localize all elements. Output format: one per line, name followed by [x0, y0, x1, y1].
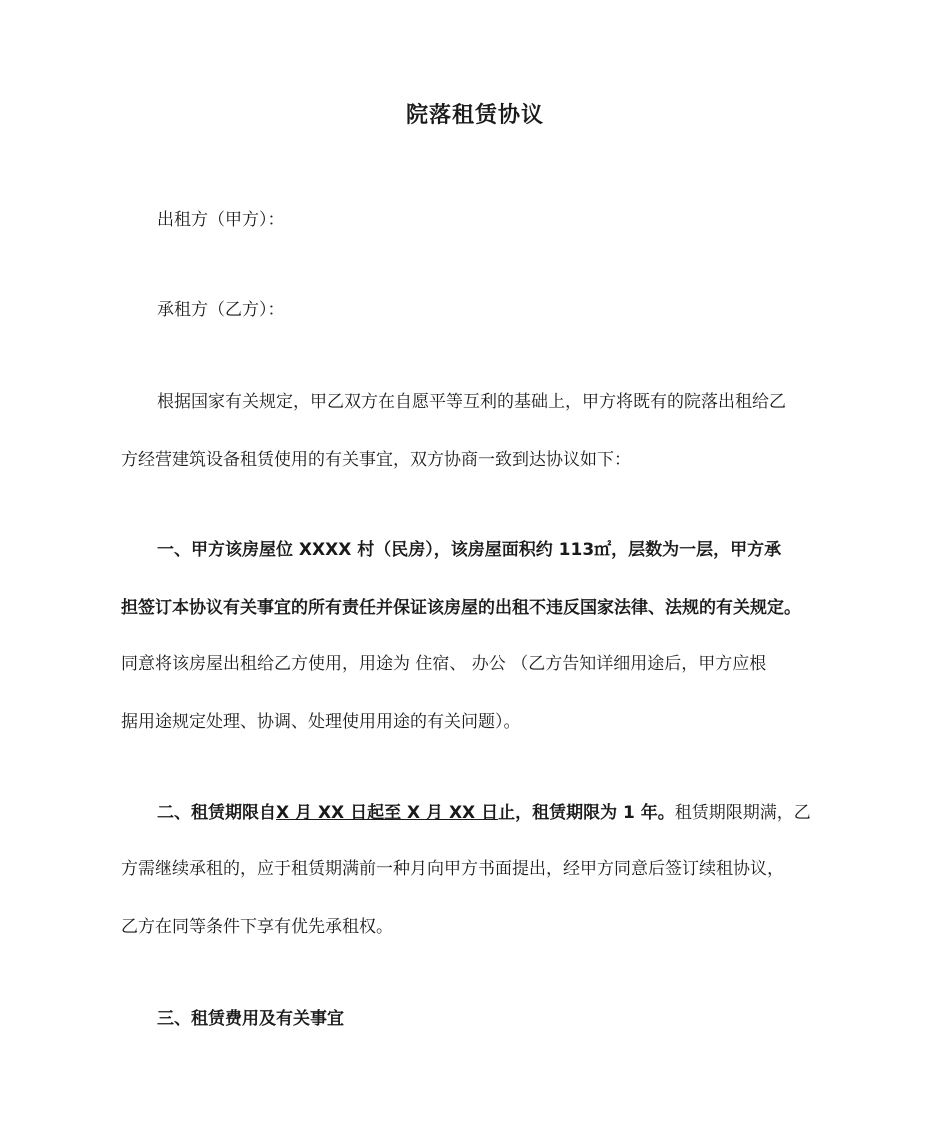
clause-1-line-2: 担签订本协议有关事宜的所有责任并保证该房屋的出租不违反国家法律、法规的有关规定。	[121, 598, 801, 618]
lessor-label: 出租方（甲方）：	[157, 210, 285, 230]
clause-2-period: X 月 XX 日起至 X 月 XX 日	[276, 803, 499, 823]
clause-2-line-1	[157, 801, 811, 825]
clause-2-rest: 租赁期限期满，乙	[674, 803, 811, 823]
clause-2-line-3: 乙方在同等条件下享有优先承租权。	[121, 917, 393, 937]
clause-2-term: 止，租赁期限为 1 年。	[498, 803, 675, 823]
intro-line-2: 方经营建筑设备租赁使用的有关事宜，双方协商一致到达协议如下：	[121, 450, 631, 470]
document-title: 院落租赁协议	[405, 103, 544, 128]
clause-1-line-3: 同意将该房屋出租给乙方使用，用途为 住宿、 办公 （乙方告知详细用途后，甲方应根	[121, 654, 767, 674]
clause-1-line-1: 一、甲方该房屋位 XXXX 村（民房），该房屋面积约 113㎡，层数为一层，甲方承	[157, 540, 782, 560]
intro-line-1: 根据国家有关规定，甲乙双方在自愿平等互利的基础上，甲方将既有的院落出租给乙	[157, 392, 786, 412]
clause-1-line-4: 据用途规定处理、协调、处理使用用途的有关问题）。	[121, 712, 521, 732]
clause-2-lead: 二、租赁期限自	[157, 803, 276, 823]
clause-2-line-2: 方需继续承租的，应于租赁期满前一种月向甲方书面提出，经甲方同意后签订续租协议，	[121, 859, 784, 879]
clause-3-heading: 三、租赁费用及有关事宜	[157, 1009, 344, 1029]
lessee-label: 承租方（乙方）：	[157, 300, 285, 320]
